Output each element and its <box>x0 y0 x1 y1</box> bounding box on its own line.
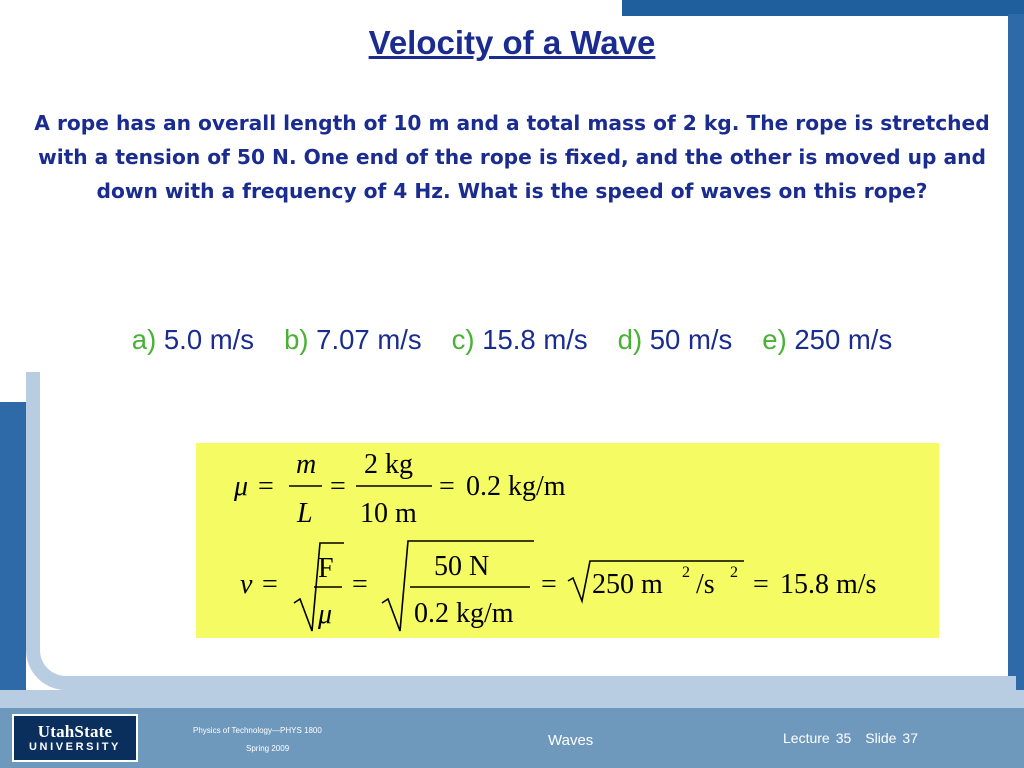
velocity-result: 15.8 m/s <box>780 569 877 600</box>
choice-c <box>452 324 588 356</box>
equals-sign: = <box>753 569 769 600</box>
question-text: A rope has an overall length of 10 m and a total mass of 2 kg. The rope is stretched with a tension of 50 N. One end of the rope is fixed, and the other is moved up and down with a frequency of 4 Hz. What is the speed of waves on this rope? <box>34 111 990 203</box>
slide-number: 37 <box>902 730 918 746</box>
logo-subtitle: UNIVERSITY <box>28 741 121 753</box>
lecture-number: 35 <box>835 730 852 746</box>
logo-wordmark: UtahState <box>37 722 113 741</box>
choice-value: 7.07 m/s <box>316 324 422 355</box>
university-logo <box>12 714 138 762</box>
topic: Waves <box>548 732 594 749</box>
mass-symbol: m <box>296 449 317 480</box>
choice-d <box>618 324 733 356</box>
choice-value: 250 m/s <box>794 324 893 355</box>
equals-sign: = <box>541 569 557 600</box>
tension-value: 50 N <box>434 551 490 582</box>
choice-b <box>284 324 422 356</box>
nu-symbol: ν <box>240 569 253 600</box>
denominator-value: 0.2 kg/m <box>414 598 514 629</box>
frame-left-bar <box>0 402 26 708</box>
answer-choices <box>0 324 1024 356</box>
radicand-value: 250 m <box>592 569 663 600</box>
per-second: /s <box>696 569 715 600</box>
frame-bottom-band <box>0 690 1024 708</box>
choice-value: 50 m/s <box>649 324 733 355</box>
equals-sign: = <box>330 471 346 502</box>
choice-letter: a) <box>131 324 157 355</box>
mu-result: 0.2 kg/m <box>466 471 566 502</box>
length-value: 10 m <box>360 498 417 529</box>
choice-letter: c) <box>451 324 475 355</box>
choice-letter: e) <box>762 324 787 355</box>
choice-a <box>132 324 254 356</box>
mu-symbol: μ <box>234 471 249 502</box>
course-name: Physics of Technology—PHYS 1800 <box>193 726 322 735</box>
exponent: 2 <box>730 564 738 581</box>
equals-sign: = <box>258 471 274 502</box>
exponent: 2 <box>682 564 690 581</box>
slide-title: Velocity of a Wave <box>368 24 656 61</box>
choice-value: 5.0 m/s <box>163 324 255 355</box>
slide-label: Slide <box>865 730 897 746</box>
mu-symbol: μ <box>318 599 333 630</box>
choice-value: 15.8 m/s <box>482 324 588 355</box>
choice-letter: d) <box>617 324 643 355</box>
term: Spring 2009 <box>246 744 290 753</box>
choice-letter: b) <box>284 324 309 355</box>
formula-box <box>196 443 939 638</box>
mass-value: 2 kg <box>364 449 413 480</box>
choice-e <box>762 324 892 356</box>
equals-sign: = <box>352 569 368 600</box>
lecture-label: Lecture <box>783 730 830 746</box>
lecture-slide-info <box>783 730 924 746</box>
formula-svg <box>196 443 939 638</box>
equals-sign: = <box>439 471 455 502</box>
tension-symbol: F <box>318 553 334 584</box>
equals-sign: = <box>262 569 278 600</box>
frame-top-bar <box>622 0 1024 16</box>
length-symbol: L <box>297 498 313 529</box>
